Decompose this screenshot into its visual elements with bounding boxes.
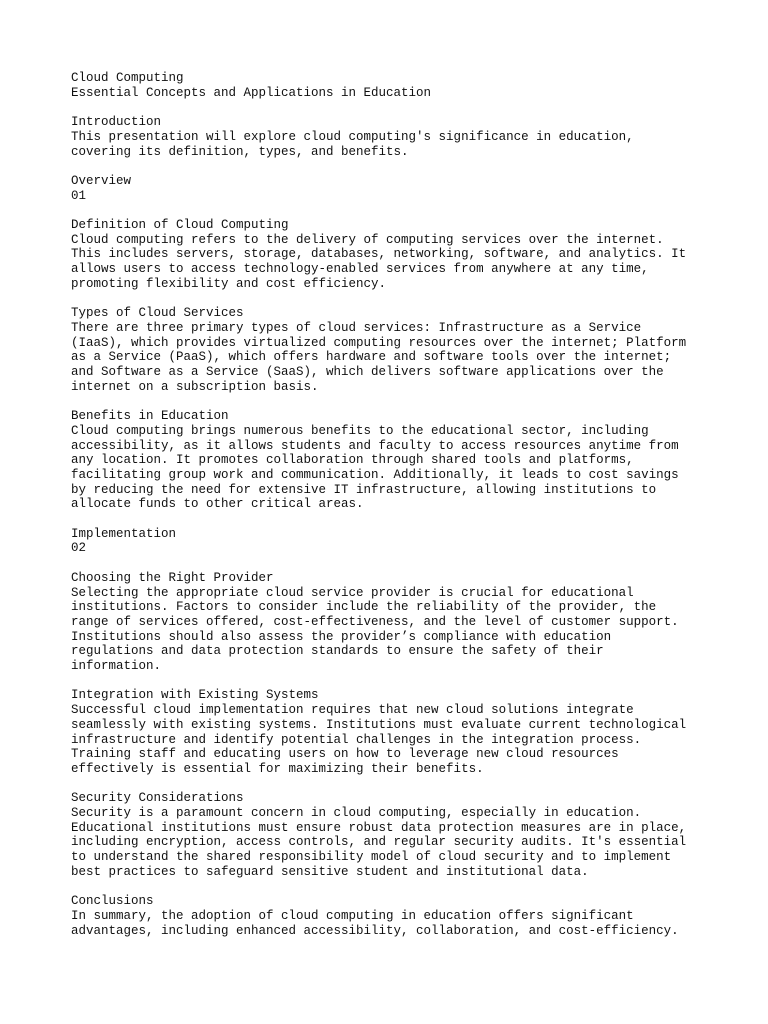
section-body-line: This includes servers, storage, databases, networking, software, and analytics. It [71,247,687,262]
section-body-line: 02 [71,541,87,556]
section-body-line: and Software as a Service (SaaS), which delivers software applications over the [71,365,664,379]
section-body-line: Cloud computing refers to the delivery of computing services over the internet. [71,232,664,247]
section-body-line: promoting flexibility and cost efficiency. [71,276,387,291]
section-body-line: 01 [71,188,87,203]
section-body-line: Selecting the appropriate cloud service provider is crucial for educational [71,585,634,600]
section-body-line: information. [71,659,162,674]
section-body-line: There are three primary types of cloud services: Infrastructure as a Service [71,320,642,335]
document-section [71,688,751,776]
section-body-line: In summary, the adoption of cloud computing in education offers significant [71,908,634,923]
section-body-line: Institutions should also assess the provider’s compliance with education [71,629,612,644]
section-heading: Introduction [71,115,162,130]
section-heading: Types of Cloud Services [71,306,244,321]
section-heading: Definition of Cloud Computing [71,217,289,232]
document-body [71,71,751,938]
section-body-line: Training staff and educating users on how to leverage new cloud resources [71,747,619,762]
section-heading: Choosing the Right Provider [71,570,274,585]
section-body-line: effectively is essential for maximizing their benefits. [71,761,484,776]
document-title: Cloud Computing [71,71,184,85]
section-body-line: infrastructure and identify potential challenges in the integration process. [71,732,642,747]
section-body-line: as a Service (PaaS), which offers hardware and software tools over the internet; [71,350,672,365]
section-body-line: any location. It promotes collaboration through shared tools and platforms, [71,453,634,468]
document-section [71,174,751,203]
section-heading: Conclusions [71,894,154,909]
document-section [71,218,751,292]
document-section [71,115,751,159]
section-body-line: advantages, including enhanced accessibility, collaboration, and cost-efficiency. [71,923,679,938]
section-body-line: by reducing the need for extensive IT infrastructure, allowing institutions to [71,482,657,497]
section-body-line: This presentation will explore cloud computing's significance in education, [71,129,634,144]
section-heading: Implementation [71,526,177,541]
section-heading: Integration with Existing Systems [71,688,319,703]
section-body-line: range of services offered, cost-effectiveness, and the level of customer support. [71,614,679,629]
document-section [71,409,751,512]
section-heading: Benefits in Education [71,409,229,424]
document-header [71,71,751,100]
section-body-line: allows users to access technology-enabled services from anywhere at any time, [71,262,649,277]
section-body-line: seamlessly with existing systems. Institutions must evaluate current technological [71,717,687,732]
document-section [71,894,751,938]
section-body-line: regulations and data protection standards to ensure the safety of their [71,644,604,659]
section-list [71,115,751,938]
section-body-line: Successful cloud implementation requires that new cloud solutions integrate [71,703,634,718]
section-body-line: institutions. Factors to consider include the reliability of the provider, the [71,600,657,615]
document-section [71,791,751,879]
section-body-line: covering its definition, types, and benefits. [71,144,409,159]
section-body-line: including encryption, access controls, and regular security audits. It's essential [71,835,687,850]
section-heading: Security Considerations [71,791,244,806]
section-body-line: to understand the shared responsibility model of cloud security and to implement [71,850,672,865]
section-body-line: internet on a subscription basis. [71,379,319,394]
section-body-line: accessibility, as it allows students and faculty to access resources anytime from [71,438,679,453]
document-subtitle: Essential Concepts and Applications in Education [71,85,432,100]
section-body-line: Educational institutions must ensure robust data protection measures are in place, [71,820,687,835]
document-section [71,527,751,556]
section-body-line: Security is a paramount concern in cloud computing, especially in education. [71,806,642,821]
section-body-line: allocate funds to other critical areas. [71,497,364,512]
document-section [71,306,751,394]
section-body-line: best practices to safeguard sensitive student and institutional data. [71,864,589,879]
section-body-line: (IaaS), which provides virtualized computing resources over the internet; Platform [71,335,687,350]
section-body-line: Cloud computing brings numerous benefits to the educational sector, including [71,423,649,438]
document-section [71,571,751,674]
section-body-line: facilitating group work and communication. Additionally, it leads to cost savings [71,467,679,482]
section-heading: Overview [71,173,132,188]
